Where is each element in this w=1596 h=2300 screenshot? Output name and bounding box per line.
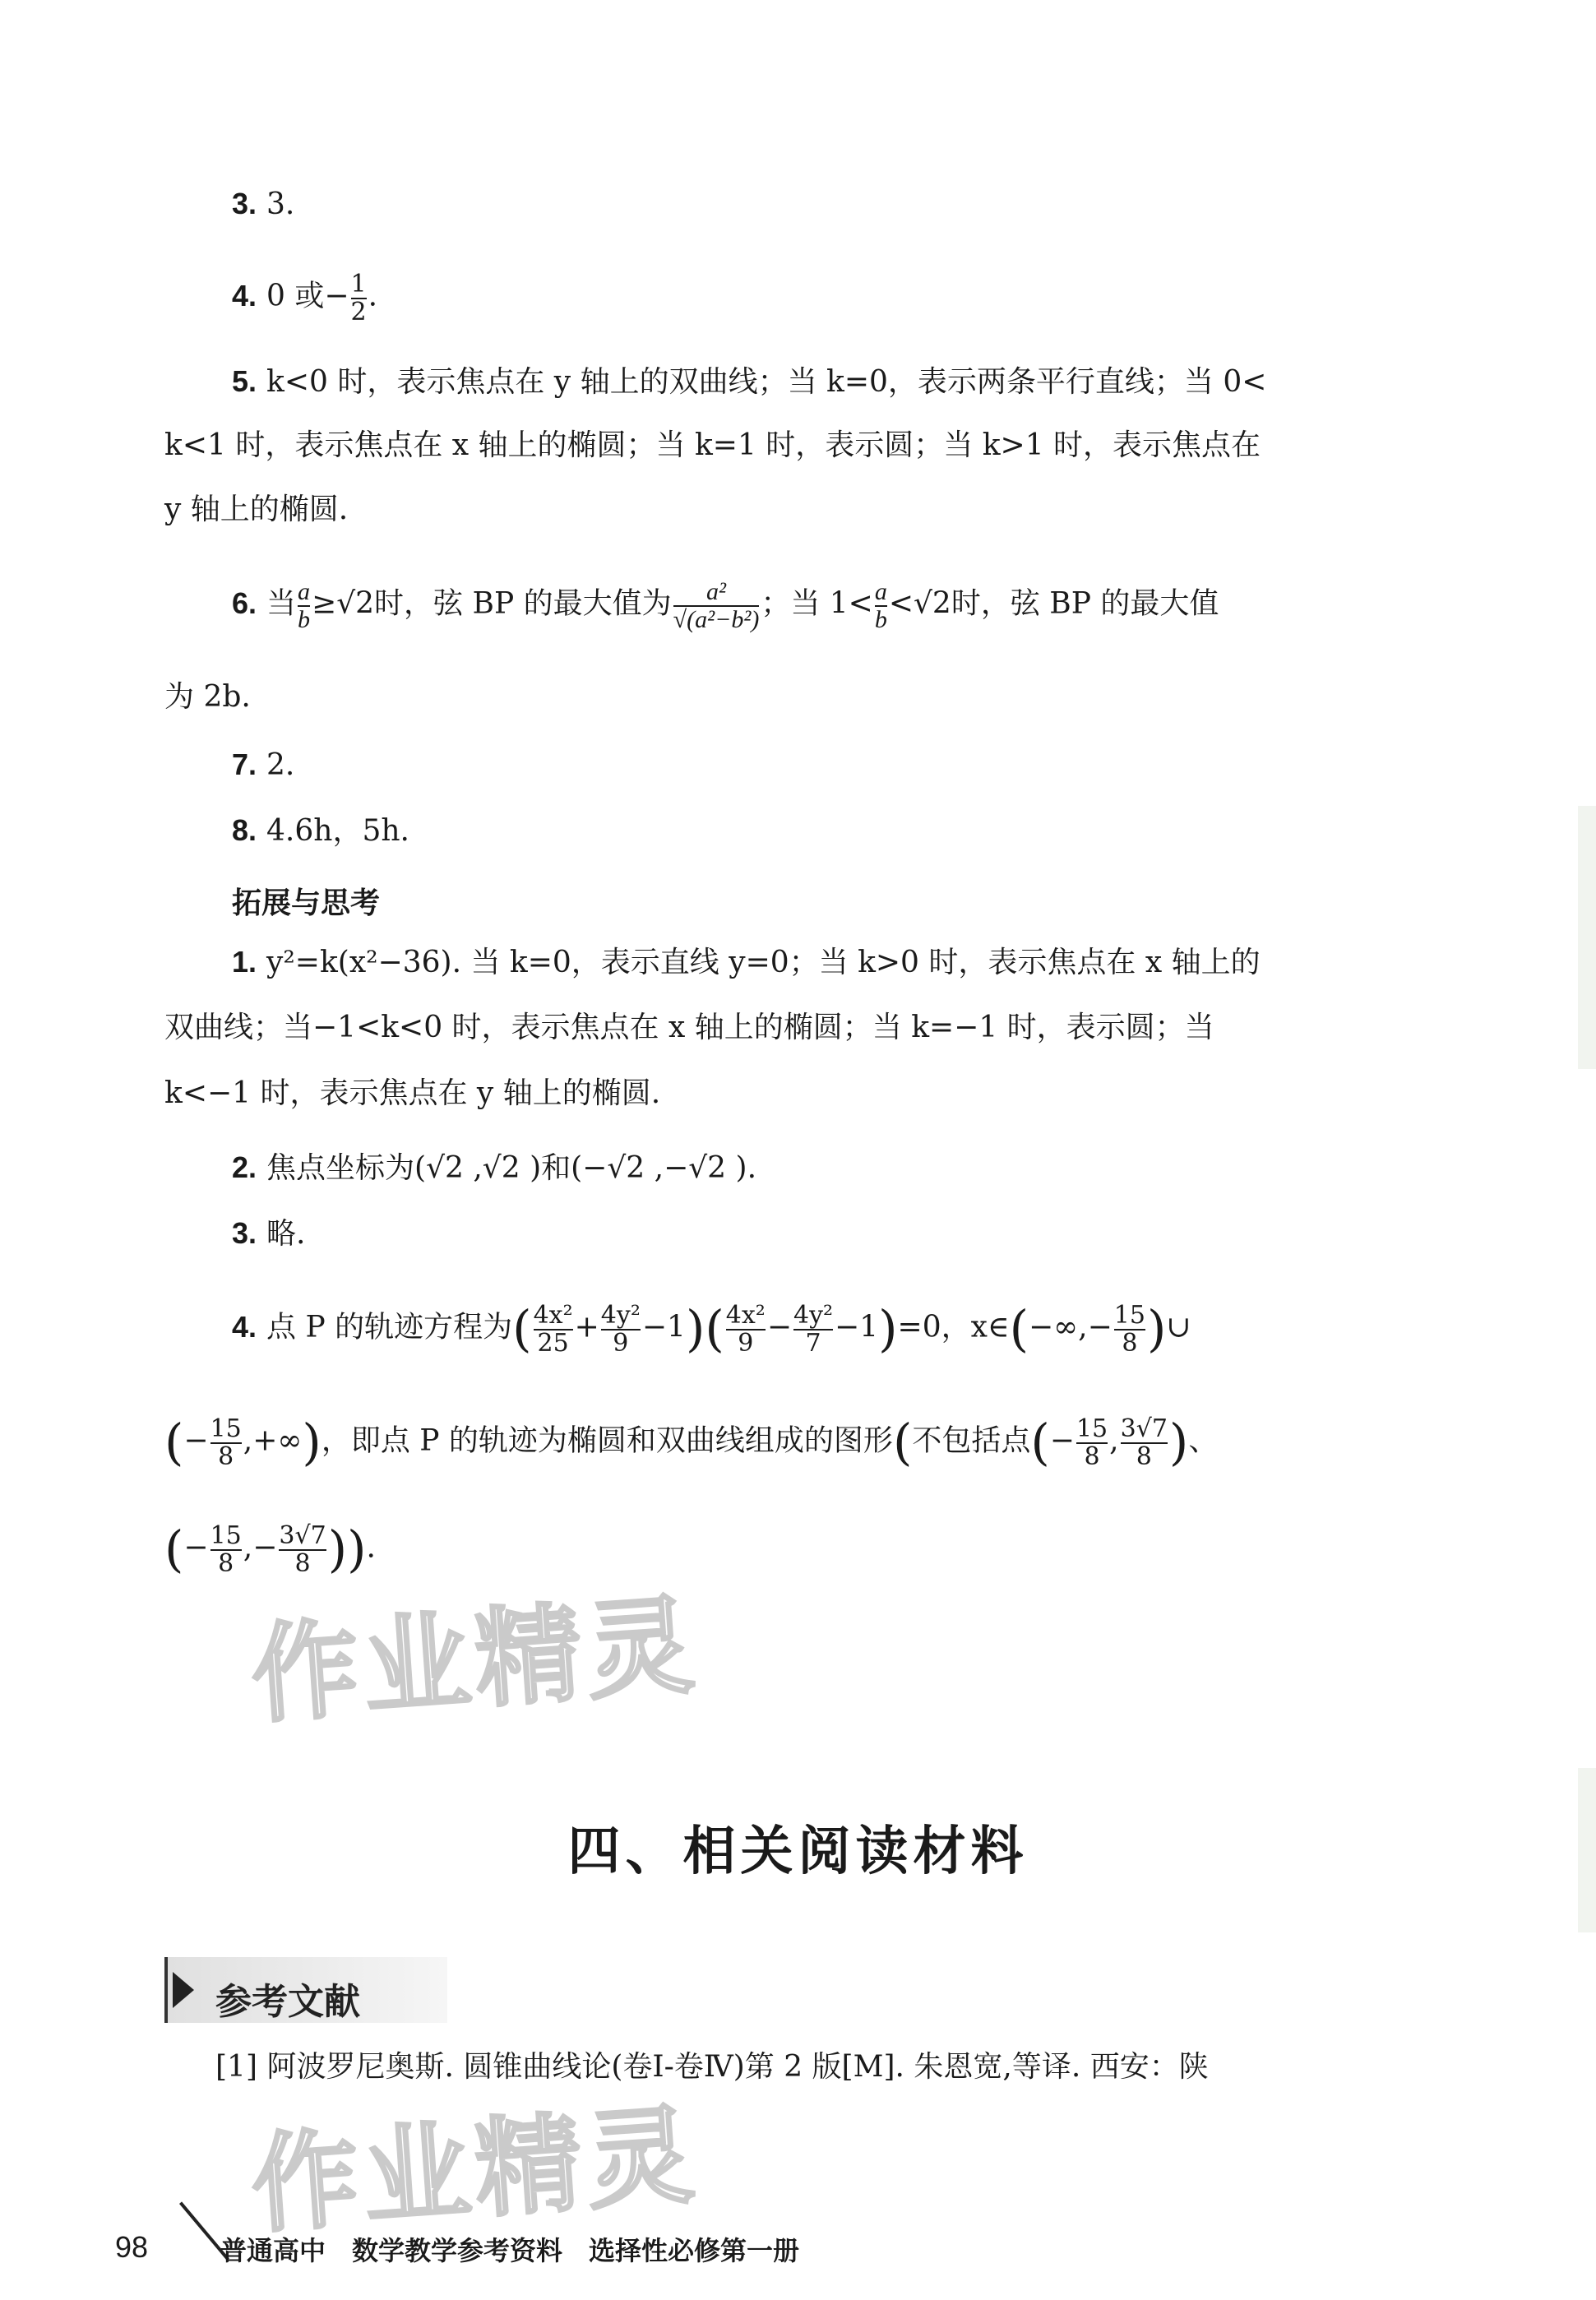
answer-text: k<0 时，表示焦点在 y 轴上的双曲线；当 k=0，表示两条平行直线；当 0< [266,365,1267,399]
reference-item [215,2052,1209,2082]
answer-6-line1 [232,579,1219,632]
frac-den: 8 [1076,1442,1108,1470]
page-number: 98 [115,2230,149,2264]
answer-text: 焦点坐标为(√2 ,√2 )和(−√2 ,−√2 ). [266,1151,757,1185]
reference-text: [1] 阿波罗尼奥斯. 圆锥曲线论(卷Ⅰ-卷Ⅳ)第 2 版[M]. 朱恩宽,等译. 西安：陕 [215,2050,1209,2084]
operator: ,− [243,1530,278,1565]
paren: ) [1168,1414,1189,1472]
frac-num: 15 [210,1414,242,1443]
answer-7 [232,747,295,782]
extension-heading: 拓展与思考 [232,886,381,919]
answer-text: k<1 时，表示焦点在 x 轴上的椭圆；当 k=1 时，表示圆；当 k>1 时，表示焦点在 [164,428,1261,462]
answer-text: . [368,279,378,313]
frac-den: 25 [534,1329,573,1357]
frac-num: 4y² [793,1301,834,1330]
paren: ) [878,1300,898,1358]
fraction [351,271,367,325]
frac-num: 4x² [725,1301,766,1330]
answer-text: ，即点 P 的轨迹为椭圆和双曲线组成的图形 [321,1423,893,1458]
frac-num: 15 [1113,1301,1145,1330]
frac-den: √(a²−b²) [673,605,760,633]
extension-1-line1 [232,947,1261,978]
operator: −1 [835,1310,879,1344]
answer-number: 3. [232,1216,257,1250]
answer-number: 7. [232,747,257,781]
answer-text: y 轴上的椭圆. [164,493,349,526]
watermark: 作业精灵 [247,1585,703,1736]
fraction [1114,1303,1145,1356]
frac-den: 9 [726,1329,766,1357]
answer-text: 点 P 的轨迹方程为 [266,1310,513,1344]
extension-2 [232,1150,757,1185]
frac-den: 8 [210,1442,242,1470]
extension-1-line3 [164,1076,661,1110]
frac-den: b [874,605,887,633]
paren: ( [892,1414,913,1472]
fraction [210,1523,242,1576]
answer-number: 3. [232,187,257,220]
answer-text: 、 [1188,1423,1219,1458]
fraction [726,1303,766,1356]
frac-den: 8 [1121,1442,1168,1470]
fraction [279,1523,326,1576]
frac-den: b [298,605,311,633]
answer-5-line3 [164,495,348,525]
section-title: 四、相关阅读材料 [567,1821,1029,1882]
extension-4-line1 [232,1300,1191,1358]
answer-5-line2 [164,428,1261,462]
answer-text: 当 [266,586,297,621]
frac-num: 3√7 [279,1521,326,1550]
answer-text: 略. [266,1217,306,1251]
operator: , [1109,1423,1119,1458]
operator: ∪ [1166,1310,1191,1344]
frac-num: a² [705,578,726,605]
answer-text: 0 或− [266,279,349,313]
footer-title: 普通高中 数学教学参考资料 选择性必修第一册 [220,2235,800,2266]
frac-den: 7 [793,1329,833,1357]
paren: ) [1146,1300,1167,1358]
page-edge-shade [1578,1768,1596,1932]
paren: ( [164,1414,184,1472]
operator: − [183,1423,209,1458]
extension-4-line2 [164,1414,1219,1472]
answer-6-line2 [164,680,251,714]
operator: − [183,1530,209,1565]
extension-3 [232,1216,306,1251]
operator: − [766,1310,792,1344]
answer-text: <√2时，弦 BP 的最大值 [888,586,1219,621]
answer-text: 4.6h，5h. [266,814,410,848]
watermark: 作业精灵 [247,2094,703,2246]
answer-text: k<−1 时，表示焦点在 y 轴上的椭圆. [164,1076,661,1110]
answer-text: 不包括点 [912,1423,1031,1458]
frac-den: 2 [350,297,367,326]
fraction [298,579,310,632]
answer-text: =0，x∈ [897,1310,1010,1344]
paren: )) [327,1520,367,1579]
answer-number: 5. [232,364,257,398]
paren: ( [512,1300,532,1358]
paren: )( [685,1300,724,1358]
answer-text: y²=k(x²−36). 当 k=0，表示直线 y=0；当 k>0 时，表示焦点在 x 轴上的 [266,946,1261,979]
fraction [793,1303,833,1356]
fraction [1076,1416,1108,1469]
frac-den: 8 [210,1549,242,1577]
frac-num: 4y² [600,1301,641,1330]
answer-text: ,+∞ [243,1423,303,1458]
frac-den: 8 [1114,1329,1145,1357]
fraction [601,1303,641,1356]
fraction [875,579,887,632]
answer-number: 4. [232,278,257,312]
extension-4-line3 [164,1520,376,1579]
fraction [210,1416,242,1469]
paren: ( [1030,1414,1050,1472]
answer-text: −∞,− [1029,1310,1113,1344]
answer-number: 8. [232,813,257,847]
answer-text: ；当 1< [761,586,873,621]
answer-text: 2. [266,748,295,782]
frac-num: 15 [210,1521,242,1550]
paren: ( [164,1520,184,1579]
frac-num: 1 [350,270,367,298]
answer-8 [232,813,410,848]
answer-4 [232,271,377,325]
frac-den: 9 [601,1329,641,1357]
answer-number: 4. [232,1309,257,1344]
arrow-icon [173,1972,194,2008]
paren: ) [302,1414,322,1472]
answer-5-line1 [232,364,1267,399]
answer-number: 6. [232,585,257,620]
frac-num: 4x² [533,1301,573,1330]
answer-text: 双曲线；当−1<k<0 时，表示焦点在 x 轴上的椭圆；当 k=−1 时，表示圆；当 [164,1011,1214,1044]
frac-num: a [298,578,311,605]
frac-num: a [874,578,887,605]
operator: −1 [641,1310,686,1344]
answer-3 [232,189,294,220]
fraction [673,579,760,632]
frac-num: 3√7 [1120,1414,1168,1443]
extension-1-line2 [164,1013,1214,1043]
paren: ( [1009,1300,1029,1358]
answer-number: 1. [232,945,257,979]
frac-den: 8 [279,1549,326,1577]
fraction [1121,1416,1168,1469]
operator: − [1049,1423,1075,1458]
answer-text: ≥√2时，弦 BP 的最大值为 [312,586,672,621]
operator: + [574,1310,599,1344]
answer-text: 3. [266,187,295,221]
answer-number: 2. [232,1150,257,1184]
page-edge-shade [1578,806,1596,1069]
answer-text: . [366,1530,376,1565]
fraction [534,1303,573,1356]
frac-num: 15 [1076,1414,1108,1443]
references-header: 参考文献 [215,1982,360,2022]
answer-text: 为 2b. [164,680,251,714]
